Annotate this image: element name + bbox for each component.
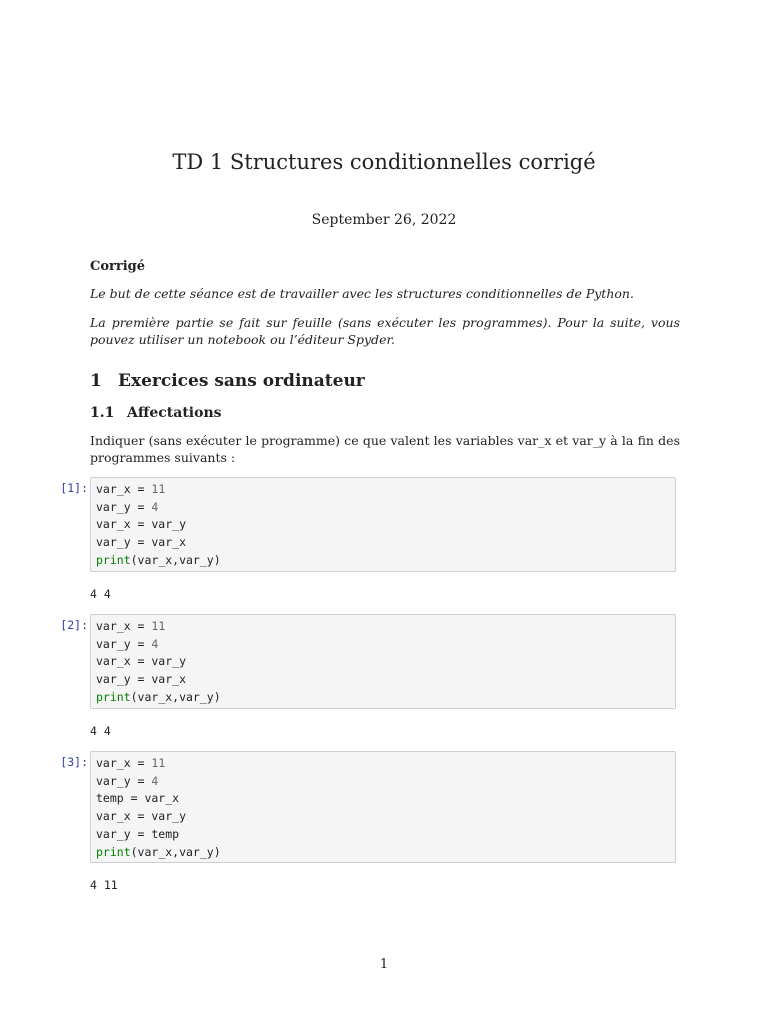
code-line — [96, 790, 670, 808]
code-line — [96, 618, 670, 636]
code-text: (var_x,var_y) — [130, 844, 221, 859]
code-text: (var_x,var_y) — [130, 552, 221, 567]
cell-prompt: [1]: — [60, 481, 88, 495]
code-keyword: print — [96, 689, 131, 704]
code-text: var_y = — [96, 636, 152, 651]
code-line — [96, 826, 670, 844]
code-text: var_x = — [96, 482, 152, 496]
code-cell[interactable] — [90, 614, 676, 709]
intro-paragraph-2: La première partie se fait sur feuille (sans exécuter les programmes). Pour la suite, vous pouvez utiliser un notebook ou l’éditeur Spyder. — [90, 315, 680, 347]
code-text: var_x = — [96, 619, 152, 633]
cell-output: 4 4 — [90, 724, 111, 738]
code-line — [96, 689, 670, 707]
code-text: (var_x,var_y) — [130, 689, 221, 704]
code-cell[interactable] — [90, 477, 676, 572]
document-title: TD 1 Structures conditionnelles corrigé — [172, 150, 596, 174]
code-text: var_y = var_x — [96, 672, 187, 687]
section-title: Exercices sans ordinateur — [118, 371, 365, 391]
code-line — [96, 552, 670, 570]
subsection-title: Affectations — [127, 405, 222, 421]
page-number: 1 — [379, 957, 389, 972]
code-line — [96, 844, 670, 862]
code-number: 4 — [151, 499, 159, 514]
instruction-paragraph: Indiquer (sans exécuter le programme) ce que valent les variables var_x et var_y à la fin des programmes suivants : — [90, 433, 680, 465]
code-text: var_y = var_x — [96, 535, 187, 550]
code-text: var_y = temp — [96, 826, 180, 841]
intro-paragraph-1: Le but de cette séance est de travailler avec les structures conditionnelles de Python. — [90, 286, 634, 301]
code-number: 11 — [151, 619, 166, 633]
code-number: 4 — [151, 773, 159, 788]
code-line — [96, 808, 670, 826]
code-line — [96, 534, 670, 552]
code-line — [96, 481, 670, 499]
cell-prompt: [2]: — [60, 618, 88, 632]
code-text: temp = var_x — [96, 791, 180, 806]
code-line — [96, 499, 670, 517]
code-number: 11 — [151, 482, 166, 496]
code-line — [96, 653, 670, 671]
cell-output: 4 11 — [90, 878, 118, 892]
code-line — [96, 755, 670, 773]
code-text: var_y = — [96, 773, 152, 788]
code-text: var_x = — [96, 756, 152, 770]
code-text: var_x = var_y — [96, 809, 187, 824]
code-keyword: print — [96, 552, 131, 567]
document-date: September 26, 2022 — [311, 212, 457, 228]
code-text: var_x = var_y — [96, 654, 187, 669]
code-line — [96, 773, 670, 791]
section-number: 1 — [90, 371, 102, 391]
corrige-heading: Corrigé — [90, 259, 146, 274]
subsection-number: 1.1 — [90, 405, 115, 421]
code-number: 11 — [151, 756, 166, 770]
code-cell[interactable] — [90, 751, 676, 863]
cell-prompt: [3]: — [60, 755, 88, 769]
code-line — [96, 636, 670, 654]
code-keyword: print — [96, 844, 131, 859]
code-number: 4 — [151, 636, 159, 651]
cell-output: 4 4 — [90, 587, 111, 601]
code-line — [96, 671, 670, 689]
code-line — [96, 516, 670, 534]
subsection-heading — [90, 405, 680, 421]
code-text: var_y = — [96, 499, 152, 514]
section-heading — [90, 371, 680, 391]
code-text: var_x = var_y — [96, 517, 187, 532]
